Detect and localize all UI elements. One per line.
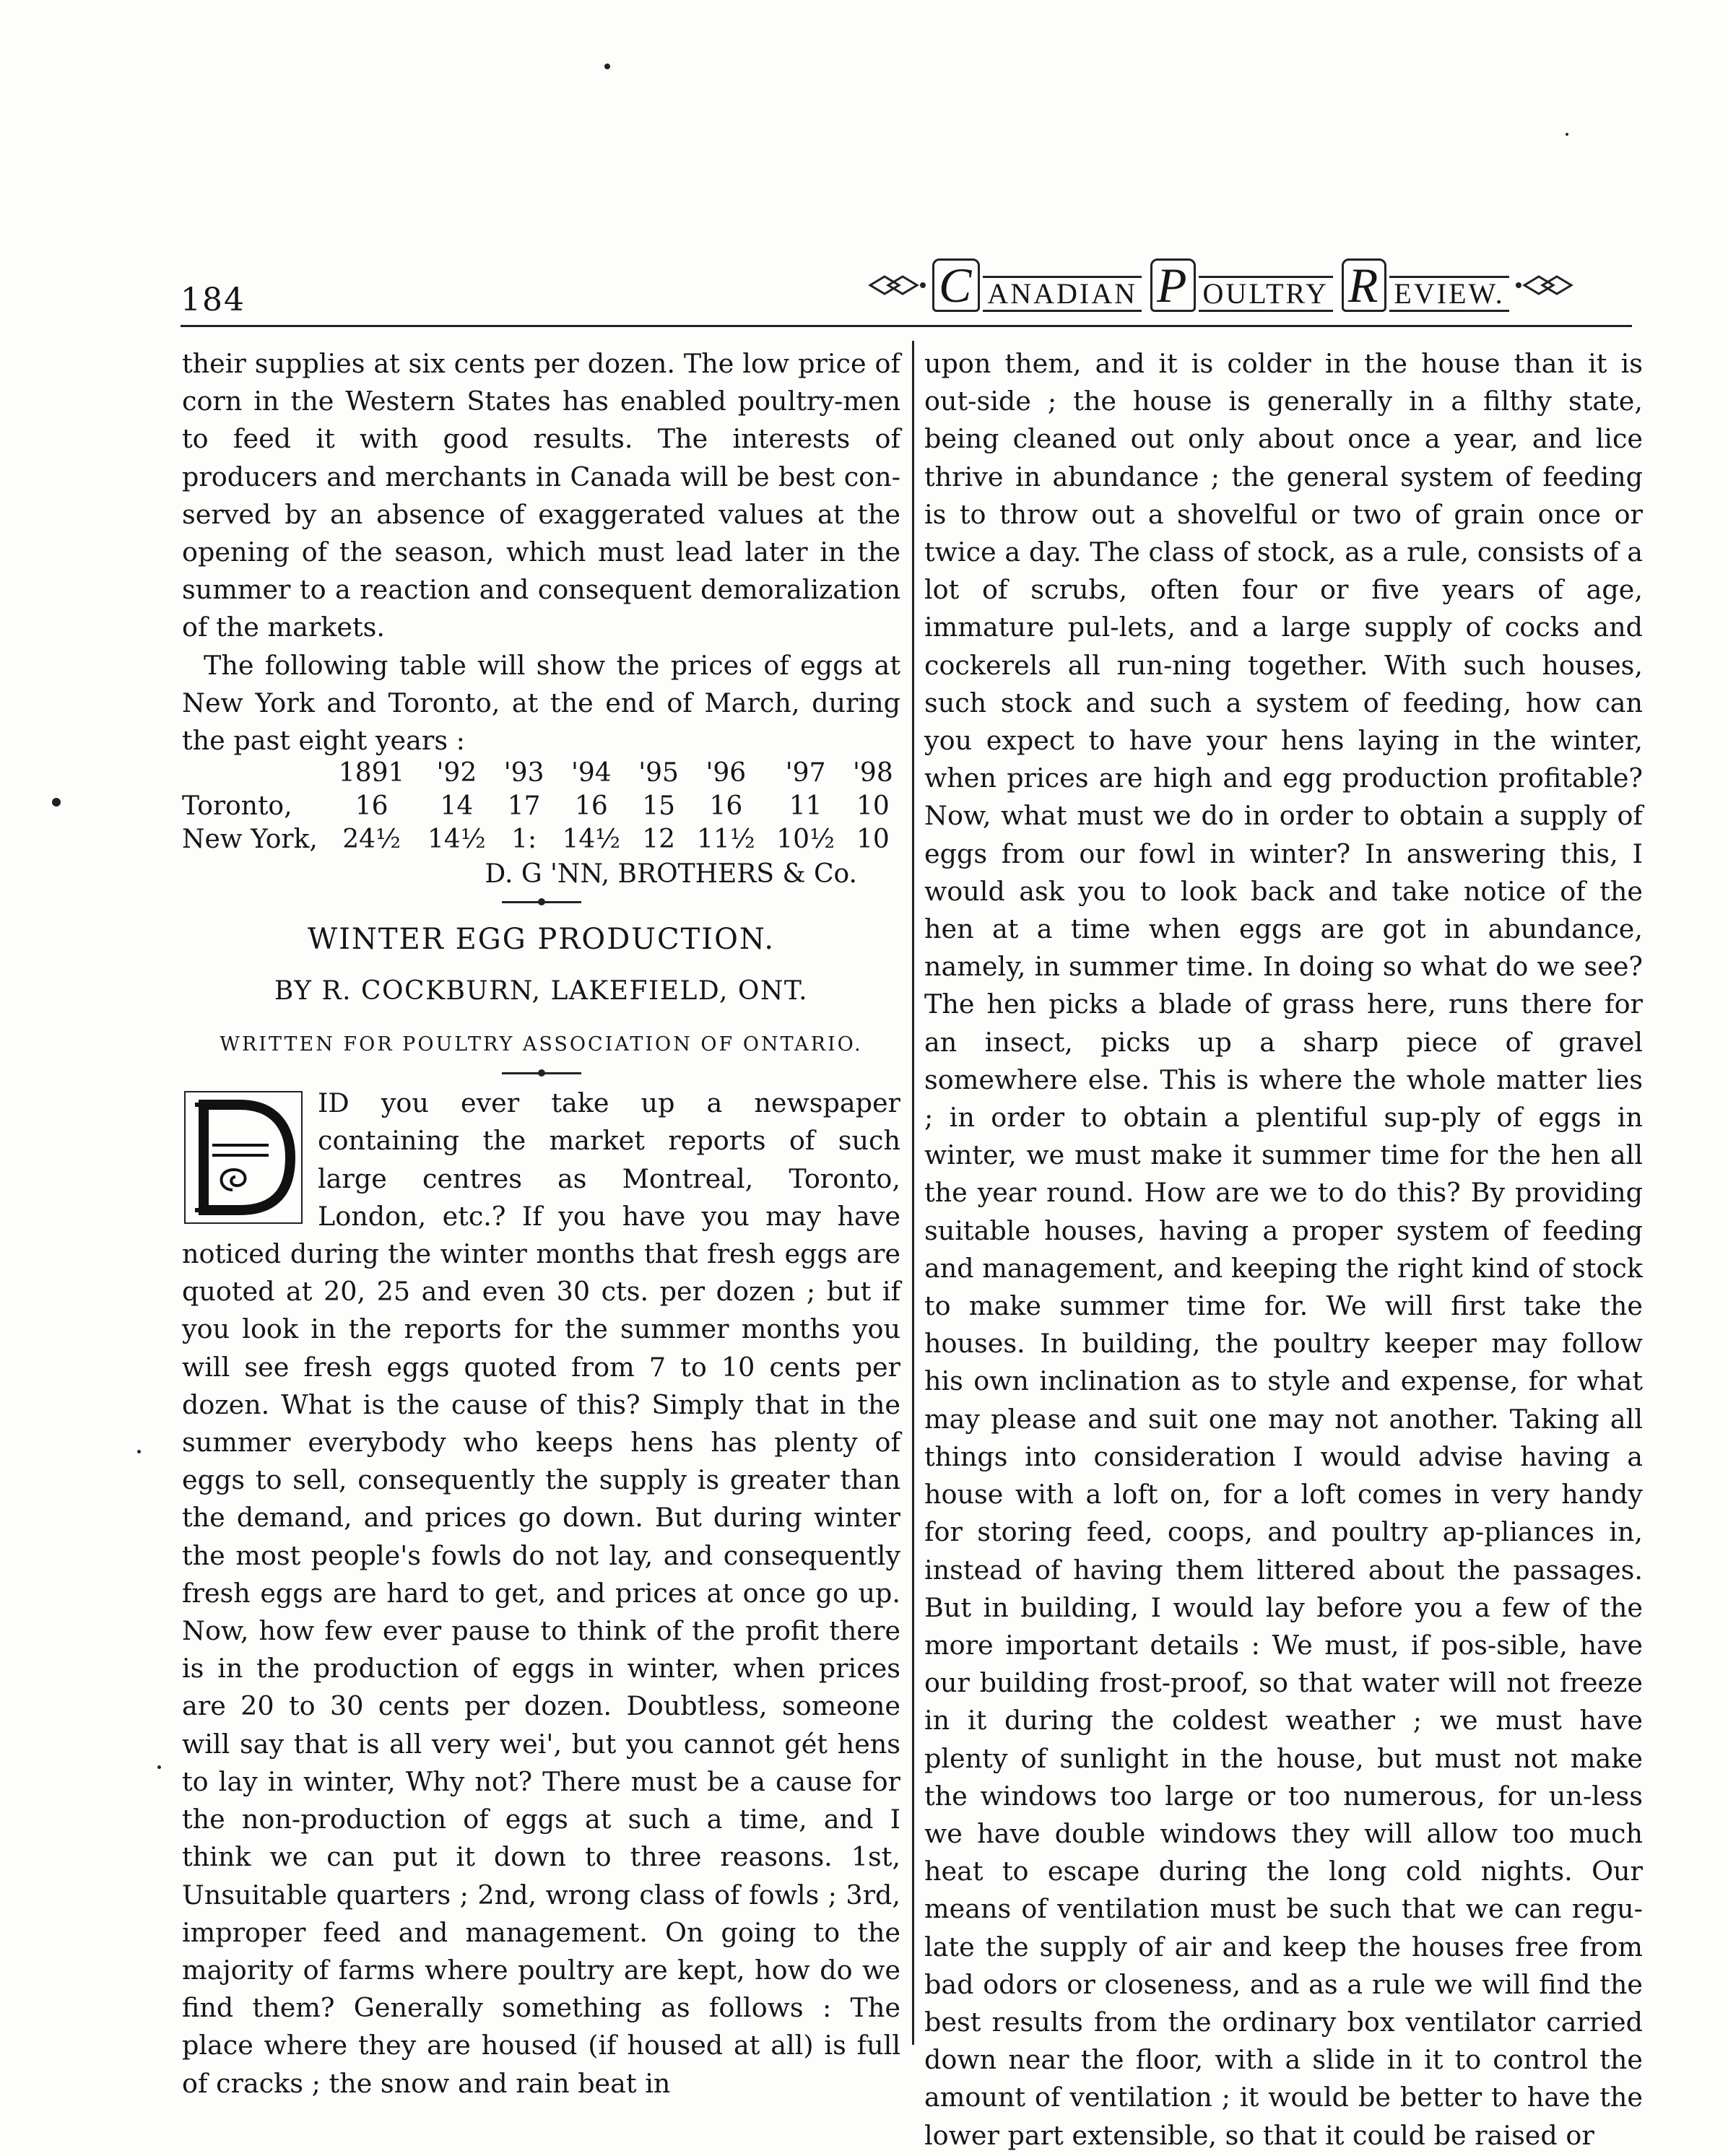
column-divider bbox=[912, 341, 914, 2045]
section-separator bbox=[502, 901, 581, 903]
table-cell: 17 bbox=[507, 791, 541, 822]
table-cell: 11 bbox=[789, 791, 822, 822]
drop-cap bbox=[182, 1089, 305, 1226]
year-header: '98 bbox=[853, 758, 893, 788]
egg-price-table bbox=[182, 757, 900, 856]
table-intro-paragraph: The following table will show the prices of eggs at New York and Toronto, at the end of March, during the past eight years : bbox=[182, 649, 900, 757]
table-cell: 14½ bbox=[427, 825, 486, 855]
scan-speck bbox=[52, 798, 61, 807]
left-column bbox=[182, 345, 900, 2103]
header-rule bbox=[181, 325, 1632, 327]
right-column bbox=[924, 345, 1643, 2155]
masthead-word-poultry: P OULTRY bbox=[1150, 258, 1333, 312]
right-ornament-icon bbox=[1514, 271, 1575, 300]
article-body-wrap bbox=[182, 1084, 900, 2102]
byline-author: R. COCKBURN, LAKEFIELD, ONT. bbox=[321, 976, 809, 1007]
year-header: '93 bbox=[503, 758, 544, 788]
table-signoff: D. G 'NN, BROTHERS & Co. bbox=[485, 859, 857, 890]
page-number: 184 bbox=[181, 282, 246, 318]
table-corner-cell bbox=[182, 757, 326, 790]
page-header bbox=[181, 260, 1632, 339]
row-label: New York, bbox=[182, 825, 318, 855]
table-cell: 14 bbox=[440, 791, 474, 822]
table-cell: 15 bbox=[642, 791, 675, 822]
scan-speck bbox=[604, 64, 610, 69]
year-header: 1891 bbox=[338, 758, 405, 788]
table-row bbox=[182, 790, 900, 823]
table-cell: 10 bbox=[856, 791, 890, 822]
year-header: '95 bbox=[638, 758, 679, 788]
article-byline bbox=[182, 971, 900, 1012]
table-cell: 11½ bbox=[696, 825, 755, 855]
table-cell: 16 bbox=[574, 791, 608, 822]
year-header: '96 bbox=[705, 758, 747, 788]
row-label: Toronto, bbox=[182, 791, 292, 822]
left-ornament-icon bbox=[867, 271, 928, 300]
scan-speck bbox=[1566, 133, 1568, 136]
intro-paragraph: their supplies at six cents per dozen. The low price of corn in the Western States has enabled poultry-men to feed it with good results. The interests of producers and merchants in Canada will be best con-served by an absence of exaggerated values at the opening of the season, which must lead later in the summer to a reaction and consequent demoralization of the markets. bbox=[182, 348, 900, 643]
table-cell: 24½ bbox=[342, 825, 401, 855]
scan-speck bbox=[157, 1765, 161, 1769]
section-separator bbox=[502, 1072, 581, 1074]
article-title: WINTER EGG PRODUCTION. bbox=[307, 923, 776, 957]
written-for-note: WRITTEN FOR POULTRY ASSOCIATION OF ONTARIO. bbox=[220, 1033, 863, 1056]
table-cell: 14½ bbox=[562, 825, 621, 855]
table-cell: 12 bbox=[642, 825, 675, 855]
table-cell: 10 bbox=[856, 825, 890, 855]
article-body-right: upon them, and it is colder in the house than it is out-side ; the house is generally in a filthy state, being cleaned out only about once a year, and lice thrive in abundance ; the general system of feeding is to throw out a shovelful or two of grain once or twice a day. The class of stock, as a rule, consists of a lot of scrubs, often four or five years of age, immature pul-lets, and a large supply of cocks and cockerels all run-ning together. With such houses, such stock and such a system of feeding, how can you expect to have your hens laying in the winter, when prices are high and egg production profitable? Now, what must we do in order to obtain a supply of eggs from our fowl in winter? In answering this, I would ask you to look back and take notice of the hen at a time when eggs are got in abundance, namely, in summer time. In doing so what do we see? The hen picks a blade of grass here, runs there for an insect, picks up a sharp piece of gravel somewhere else. This is where the whole matter lies ; in order to obtain a plentiful sup-ply of eggs in winter, we must make it summer time for the hen all the year round. How are we to do this? By providing suitable houses, having a proper system of feeding and management, and keeping the right kind of stock to make summer time for. We will first take the houses. In building, the poultry keeper may follow his own inclination as to style and expense, for what may please and suit one may not another. Taking all things into consideration I would advise having a house with a loft on, for a loft comes in very handy for storing feed, coops, and poultry ap-pliances in, instead of having them littered about the passages. But in building, I would lay before you a few of the more important details : We must, if pos-sible, have our building frost-proof, so that water will not freeze in it during the coldest weather ; we must have plenty of sunlight in the house, but must not make the windows too large or too numerous, for un-less we have double windows they will allow too much heat to escape during the long cold nights. Our means of ventilation must be such that we can regu-late the supply of air and keep the houses free from bad odors or closeness, and as a rule we will find the best results from the ordinary box ventilator carried down near the floor, with a slide in it to control the amount of ventilation ; it would be better to have the lower part extensible, so that it could be raised or bbox=[924, 348, 1643, 2151]
table-cell: 10½ bbox=[776, 825, 835, 855]
table-cell: 16 bbox=[355, 791, 388, 822]
table-cell: 16 bbox=[709, 791, 743, 822]
table-header-row bbox=[182, 757, 900, 790]
byline-prefix: BY bbox=[274, 976, 313, 1007]
masthead-word-review: R EVIEW. bbox=[1342, 258, 1509, 312]
drop-cap-d-icon bbox=[182, 1089, 305, 1226]
scan-speck bbox=[137, 1450, 141, 1453]
year-header: '92 bbox=[436, 758, 477, 788]
table-row bbox=[182, 823, 900, 856]
article-body-left: ID you ever take up a newspaper containing the market reports of such large centres as Montreal, Toronto, London, etc.? If you have you may have noticed during the winter months that fresh eggs are quoted at 20, 25 and even 30 cts. per dozen ; but if you look in the reports for the summer months you will see fresh eggs quoted from 7 to 10 cents per dozen. What is the cause of this? Simply that in the summer everybody who keeps hens has plenty of eggs to sell, consequently the supply is greater than the demand, and prices go down. But during winter the most people's fowls do not lay, and consequently fresh eggs are hard to get, and prices at once go up. Now, how few ever pause to think of the profit there is in the production of eggs in winter, when prices are 20 to 30 cents per dozen. Doubtless, someone will say that is all very wei', but you cannot gét hens to lay in winter, Why not? There must be a cause for the non-production of eggs at such a time, and I think we can put it down to three reasons. 1st, Unsuitable quarters ; 2nd, wrong class of fowls ; 3rd, improper feed and management. On going to the majority of farms where poultry are kept, how do we find them? Generally something as follows : The place where they are housed (if housed at all) is full of cracks ; the snow and rain beat in bbox=[182, 1087, 900, 2099]
masthead-word-canadian: C ANADIAN bbox=[932, 258, 1142, 312]
masthead-logo bbox=[867, 258, 1575, 313]
year-header: '97 bbox=[785, 758, 826, 788]
table-cell: 1: bbox=[511, 825, 537, 855]
year-header: '94 bbox=[571, 758, 612, 788]
